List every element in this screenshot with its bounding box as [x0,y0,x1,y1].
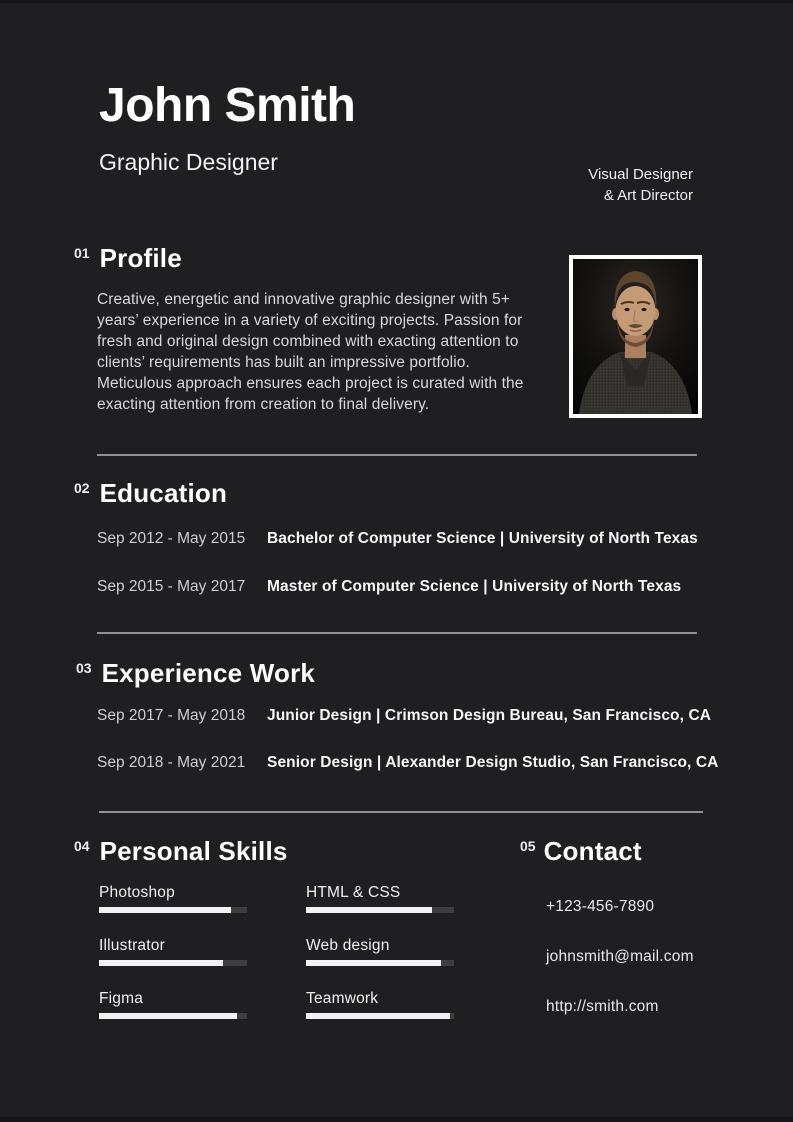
section-header-contact [520,837,642,866]
experience-row [97,707,711,725]
tagline-line-1: Visual Designer [588,166,693,183]
contact-phone: +123-456-7890 [546,898,655,915]
skill-item [99,937,247,966]
skill-label: HTML & CSS [306,884,401,901]
skill-bar-fill [306,1013,450,1019]
skill-bar-track [99,907,247,913]
skill-bar-fill [99,1013,237,1019]
contact-website: http://smith.com [546,998,659,1015]
skill-label: Photoshop [99,884,175,901]
skill-bar-track [306,1013,454,1019]
skill-bar-track [306,907,454,913]
row-detail: Bachelor of Computer Science | University of North Texas [267,530,698,547]
skill-label: Web design [306,937,390,954]
section-header-experience [76,659,315,688]
row-dates: Sep 2018 - May 2021 [97,754,246,771]
row-dates: Sep 2017 - May 2018 [97,707,246,724]
skill-label: Figma [99,990,144,1007]
section-title-skills: Personal Skills [99,836,288,866]
skill-bar-track [99,1013,247,1019]
section-header-profile [74,244,182,273]
section-header-education [74,479,227,508]
contact-list [546,898,694,1048]
skill-bar-track [306,960,454,966]
section-title-profile: Profile [99,243,182,273]
row-detail: Junior Design | Crimson Design Bureau, San Francisco, CA [267,707,712,724]
section-title-experience: Experience Work [101,658,316,688]
experience-row [97,754,718,772]
skill-item [306,937,454,966]
skill-bar-track [99,960,247,966]
section-number: 05 [520,838,536,854]
section-number: 02 [74,480,90,496]
skill-bar-fill [99,960,223,966]
skill-bar-fill [306,907,432,913]
section-divider [99,811,703,813]
section-title-contact: Contact [543,836,642,866]
row-dates: Sep 2012 - May 2015 [97,530,246,547]
tagline-line-2: & Art Director [603,187,693,204]
portrait-photo [569,255,702,418]
section-divider [97,454,697,456]
skill-item [306,990,454,1019]
contact-email: johnsmith@mail.com [546,948,694,965]
profile-text: Creative, energetic and innovative graphic designer with 5+ years’ experience in a variety of exciting projects. Passion for fresh and original design combined with exacting attention to clients’ requirements has built an impressive portfolio. Meticulous approach ensures each project is curated with the exacting attention from creation to final delivery. [97,291,524,413]
tagline [588,164,693,206]
section-number: 03 [76,660,92,676]
row-detail: Senior Design | Alexander Design Studio, San Francisco, CA [267,754,719,771]
row-dates: Sep 2015 - May 2017 [97,578,246,595]
education-row [97,530,698,548]
skill-bar-fill [99,907,231,913]
section-number: 04 [74,838,90,854]
row-detail: Master of Computer Science | University of North Texas [267,578,682,595]
skill-item [306,884,454,913]
section-number: 01 [74,245,90,261]
portrait-photo-illustration [573,259,698,414]
section-header-skills [74,837,288,866]
skill-label: Teamwork [306,990,379,1007]
person-name: John Smith [99,79,356,132]
section-divider [97,632,697,634]
skill-item [99,884,247,913]
skill-label: Illustrator [99,937,165,954]
skill-item [99,990,247,1019]
job-title: Graphic Designer [99,149,278,175]
skill-bar-fill [306,960,441,966]
section-title-education: Education [99,478,228,508]
education-row [97,578,681,596]
skills-grid [99,884,454,1019]
